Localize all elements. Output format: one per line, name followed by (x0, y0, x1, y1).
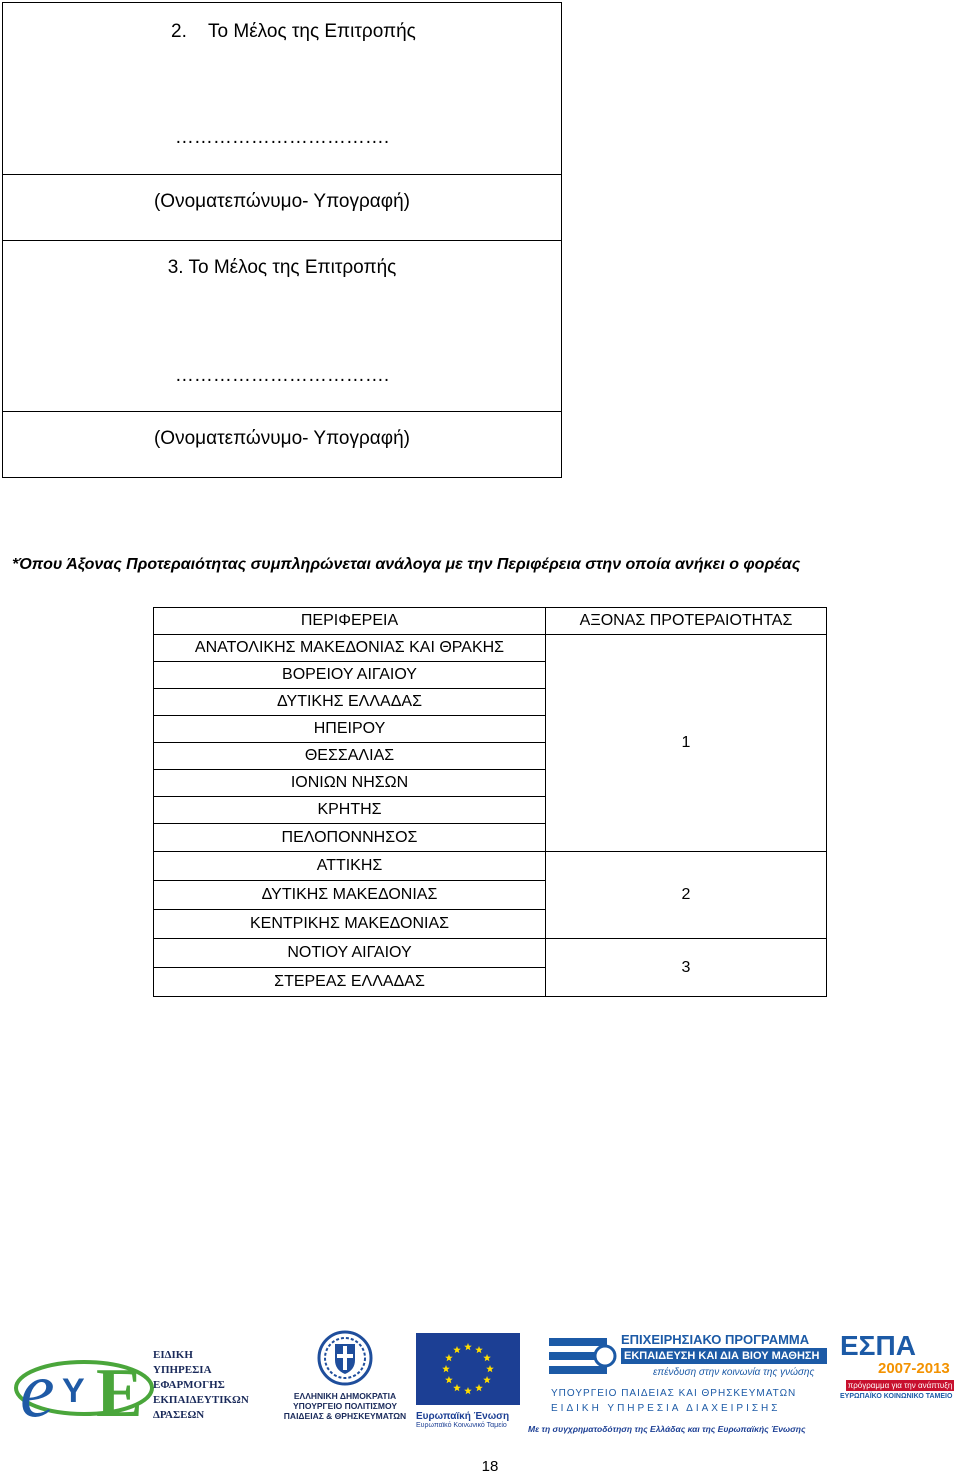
divider (3, 240, 561, 241)
region-cell: ΠΕΛΟΠΟΝΝΗΣΟΣ (154, 824, 546, 852)
region-cell: ΔΥΤΙΚΗΣ ΕΛΛΑΔΑΣ (154, 689, 546, 716)
programme-logo (528, 1330, 835, 1440)
espa-fund: ΕΥΡΩΠΑΪΚΟ ΚΟΙΝΩΝΙΚΟ ΤΑΜΕΙΟ (840, 1393, 953, 1400)
region-cell: ΝΟΤΙΟΥ ΑΙΓΑΙΟΥ (154, 939, 546, 968)
espa-years: 2007-2013 (878, 1360, 950, 1377)
eye-logo (12, 1340, 272, 1430)
region-cell: ΣΤΕΡΕΑΣ ΕΛΛΑΔΑΣ (154, 968, 546, 997)
eu-logo (416, 1333, 524, 1429)
eye-text-line: ΥΠΗΡΕΣΙΑ (153, 1364, 212, 1376)
region-axis-table (153, 607, 827, 997)
eye-text-line: ΕΚΠΑΙΔΕΥΤΙΚΩΝ (153, 1394, 249, 1406)
region-cell: ΚΕΝΤΡΙΚΗΣ ΜΑΚΕΔΟΝΙΑΣ (154, 910, 546, 939)
ministry-text-line: ΠΑΙΔΕΙΑΣ & ΘΡΗΣΚΕΥΜΑΤΩΝ (283, 1411, 407, 1421)
region-cell: ΑΤΤΙΚΗΣ (154, 852, 546, 881)
page-number: 18 (481, 1458, 499, 1475)
table-row (154, 939, 827, 968)
region-cell: ΗΠΕΙΡΟΥ (154, 716, 546, 743)
region-cell: ΘΕΣΣΑΛΙΑΣ (154, 743, 546, 770)
region-cell: ΒΟΡΕΙΟΥ ΑΙΓΑΙΟΥ (154, 662, 546, 689)
ministry-text-line: ΥΠΟΥΡΓΕΙΟ ΠΟΛΙΤΙΣΜΟΥ (293, 1401, 397, 1411)
item-3-heading: 3. Το Μέλος της Επιτροπής (167, 257, 397, 278)
programme-emblem-icon (545, 1332, 617, 1384)
espa-title: ΕΣΠΑ (840, 1330, 916, 1361)
region-cell: ΙΟΝΙΩΝ ΝΗΣΩΝ (154, 770, 546, 797)
eye-emblem-icon (12, 1340, 157, 1430)
header-region: ΠΕΡΙΦΕΡΕΙΑ (154, 608, 546, 635)
priority-axis-note: *Όπου Άξονας Προτεραιότητας συμπληρώνεται ανάλογα με την Περιφέρεια στην οποία ανήκει ο φορέας (12, 556, 801, 573)
eu-flag-icon (416, 1333, 520, 1405)
eu-logo-title: Ευρωπαϊκή Ένωση (416, 1411, 510, 1422)
eye-text-line: ΕΦΑΡΜΟΓΗΣ (153, 1379, 225, 1391)
programme-ministry: ΥΠΟΥΡΓΕΙΟ ΠΑΙΔΕΙΑΣ ΚΑΙ ΘΡΗΣΚΕΥΜΑΤΩΝ (551, 1388, 797, 1399)
signature-dots-2: ……………………………. (174, 127, 390, 148)
divider (3, 174, 561, 175)
programme-subtitle: ΕΚΠΑΙΔΕΥΣΗ ΚΑΙ ΔΙΑ ΒΙΟΥ ΜΑΘΗΣΗ (621, 1348, 827, 1364)
table-row (154, 635, 827, 662)
signature-dots-3: ……………………………. (174, 365, 390, 386)
programme-title: ΕΠΙΧΕΙΡΗΣΙΑΚΟ ΠΡΟΓΡΑΜΜΑ (621, 1332, 810, 1347)
signature-label-2: (Ονοματεπώνυμο- Υπογραφή) (153, 191, 410, 212)
svg-text:Y: Y (62, 1372, 85, 1410)
header-axis: ΑΞΟΝΑΣ ΠΡΟΤΕΡΑΙΟΤΗΤΑΣ (546, 608, 827, 635)
item-2-number: 2. (171, 21, 187, 42)
espa-logo (836, 1330, 956, 1402)
region-cell: ΑΝΑΤΟΛΙΚΗΣ ΜΑΚΕΔΟΝΙΑΣ ΚΑΙ ΘΡΑΚΗΣ (154, 635, 546, 662)
axis-cell: 2 (546, 852, 827, 939)
region-cell: ΚΡΗΤΗΣ (154, 797, 546, 824)
programme-service: ΕΙΔΙΚΗ ΥΠΗΡΕΣΙΑ ΔΙΑΧΕΙΡΙΣΗΣ (551, 1403, 781, 1414)
cofunding-text: Με τη συγχρηματοδότηση της Ελλάδας και της Ευρωπαϊκής Ένωσης (528, 1424, 806, 1434)
axis-cell: 1 (546, 635, 827, 852)
programme-tagline: επένδυση στην κοινωνία της γνώσης (653, 1367, 815, 1378)
item-2-title: Το Μέλος της Επιτροπής (208, 21, 416, 42)
table-header-row (154, 608, 827, 635)
svg-text:e: e (20, 1346, 55, 1430)
eu-logo-subtitle: Ευρωπαϊκό Κοινωνικό Ταμείο (416, 1422, 507, 1429)
divider (3, 411, 561, 412)
region-cell: ΔΥΤΙΚΗΣ ΜΑΚΕΔΟΝΙΑΣ (154, 881, 546, 910)
table-row (154, 852, 827, 881)
axis-cell: 3 (546, 939, 827, 997)
eye-text-line: ΕΙΔΙΚΗ (153, 1349, 193, 1361)
espa-tagline: πρόγραμμα για την ανάπτυξη (847, 1381, 953, 1390)
signature-box (2, 2, 562, 478)
signature-label-3: (Ονοματεπώνυμο- Υπογραφή) (153, 428, 410, 449)
item-2-heading (171, 21, 416, 43)
eye-logo-text (153, 1348, 249, 1423)
ministry-logo (280, 1330, 410, 1430)
svg-text:E: E (96, 1355, 143, 1430)
ministry-logo-text (280, 1391, 410, 1421)
ministry-text-line: ΕΛΛΗΝΙΚΗ ΔΗΜΟΚΡΑΤΙΑ (293, 1391, 397, 1401)
eye-text-line: ΔΡΑΣΕΩΝ (153, 1409, 205, 1421)
greek-emblem-icon (317, 1330, 373, 1386)
